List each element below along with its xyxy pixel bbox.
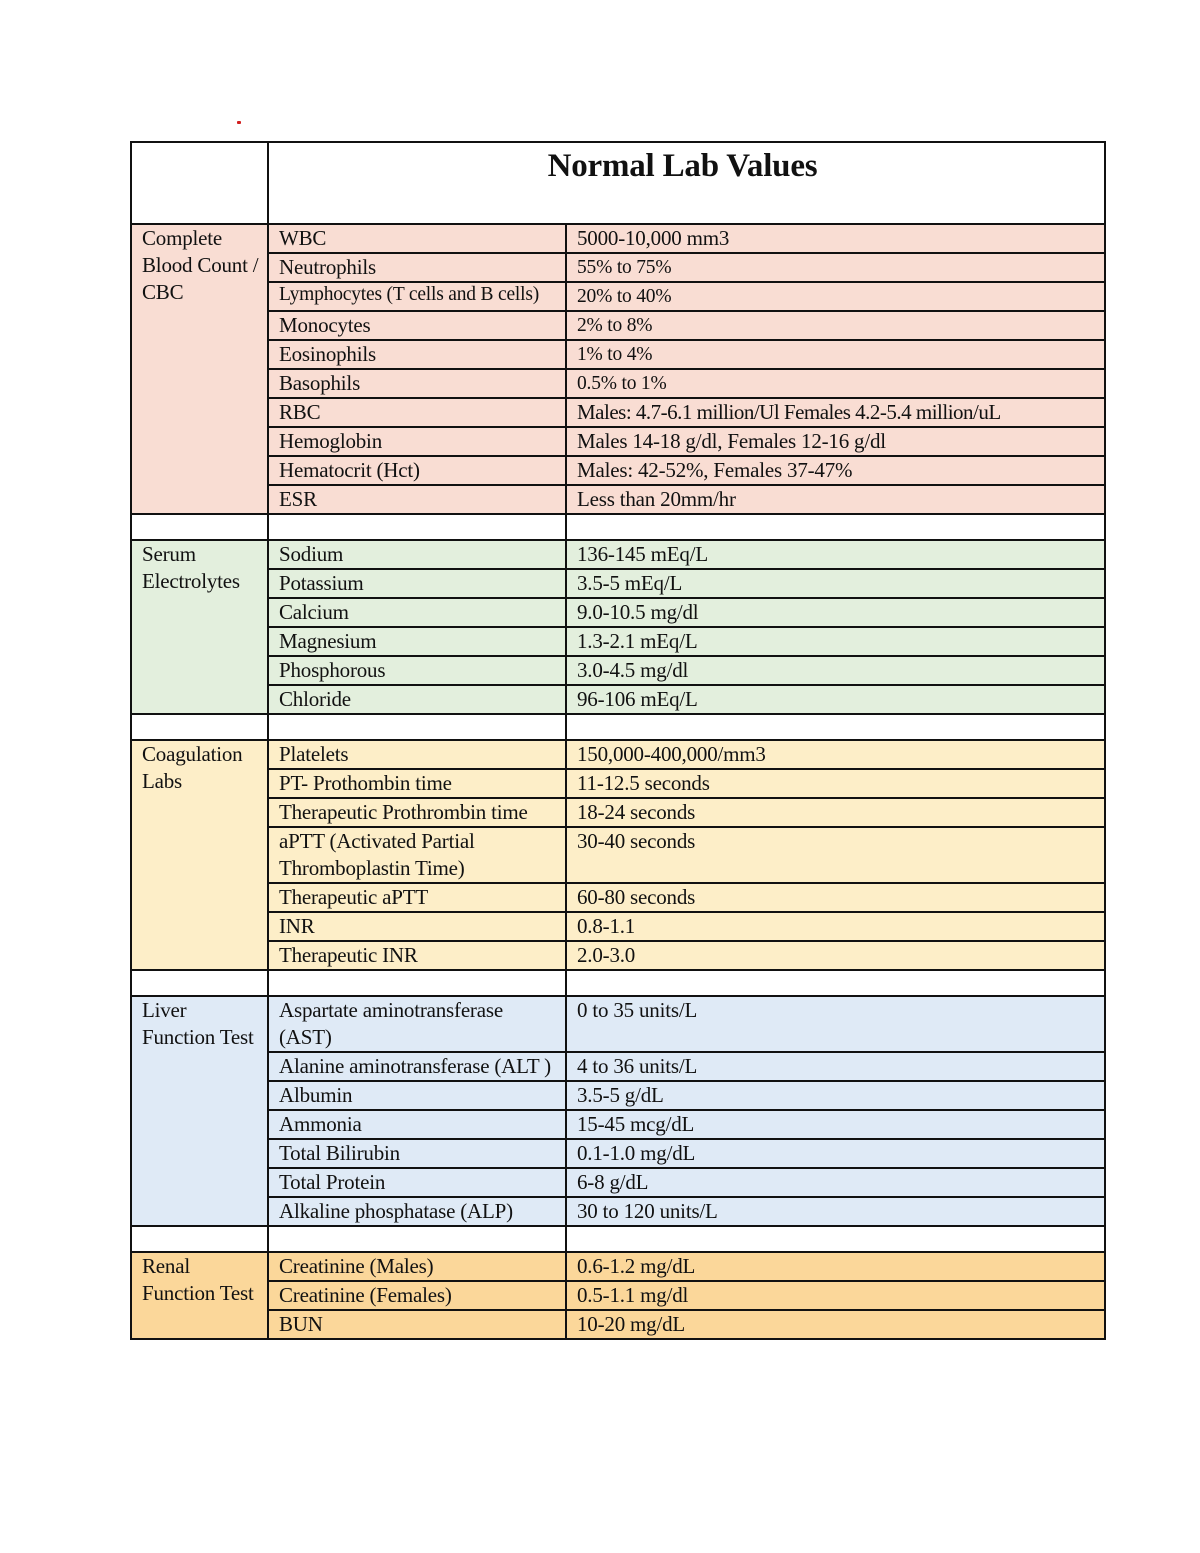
test-value: 18-24 seconds [566,798,1105,827]
table-row [131,1281,1105,1310]
test-value: Males: 42-52%, Females 37-47% [566,456,1105,485]
category-coagulation: Coagulation Labs [131,740,268,970]
test-value: 136-145 mEq/L [566,540,1105,569]
test-value: 55% to 75% [566,253,1105,282]
test-value: 9.0-10.5 mg/dl [566,598,1105,627]
table-row [131,912,1105,941]
test-name: Total Protein [268,1168,566,1197]
table-row [131,1310,1105,1339]
test-value: 0.6-1.2 mg/dL [566,1252,1105,1281]
test-name: PT- Prothombin time [268,769,566,798]
test-value: 30-40 seconds [566,827,1105,883]
title-row [131,142,1105,224]
table-row [131,1110,1105,1139]
category-liver: Liver Function Test [131,996,268,1226]
test-value: 1% to 4% [566,340,1105,369]
test-name: Therapeutic aPTT [268,883,566,912]
table-row [131,1197,1105,1226]
table-row [131,569,1105,598]
test-name: ESR [268,485,566,514]
table-row [131,1139,1105,1168]
test-value: 0.5-1.1 mg/dl [566,1281,1105,1310]
test-name: Creatinine (Females) [268,1281,566,1310]
table-row [131,1168,1105,1197]
test-value: 20% to 40% [566,282,1105,311]
test-name: Calcium [268,598,566,627]
test-name: Magnesium [268,627,566,656]
test-name: Monocytes [268,311,566,340]
table-row [131,398,1105,427]
test-value: 15-45 mcg/dL [566,1110,1105,1139]
lab-values-table [130,141,1106,1340]
spacer-row [131,970,1105,996]
test-name: Platelets [268,740,566,769]
test-name: Hemoglobin [268,427,566,456]
test-value: 3.5-5 mEq/L [566,569,1105,598]
test-value: 150,000-400,000/mm3 [566,740,1105,769]
table-row [131,340,1105,369]
test-name: INR [268,912,566,941]
test-name: Neutrophils [268,253,566,282]
test-value: 11-12.5 seconds [566,769,1105,798]
table-row [131,685,1105,714]
table-row [131,311,1105,340]
test-name: WBC [268,224,566,253]
table-row [131,1081,1105,1110]
spacer-row [131,714,1105,740]
table-row [131,456,1105,485]
category-electrolytes: Serum Electrolytes [131,540,268,714]
table-row [131,798,1105,827]
test-name: BUN [268,1310,566,1339]
test-value: Less than 20mm/hr [566,485,1105,514]
table-row [131,224,1105,253]
table-row [131,282,1105,311]
test-name: Phosphorous [268,656,566,685]
table-row [131,769,1105,798]
test-name: Total Bilirubin [268,1139,566,1168]
test-value: Males: 4.7-6.1 million/Ul Females 4.2-5.4 million/uL [566,398,1105,427]
page-title: Normal Lab Values [268,142,1105,224]
table-row [131,996,1105,1052]
test-name: Chloride [268,685,566,714]
table-row [131,1252,1105,1281]
table-row [131,883,1105,912]
table-row [131,827,1105,883]
table-row [131,740,1105,769]
table-row [131,656,1105,685]
test-name: Therapeutic Prothrombin time [268,798,566,827]
test-name: RBC [268,398,566,427]
table-row [131,369,1105,398]
table-row [131,941,1105,970]
test-name: Hematocrit (Hct) [268,456,566,485]
test-name: Creatinine (Males) [268,1252,566,1281]
test-name: Aspartate aminotransferase (AST) [268,996,566,1052]
test-name: Therapeutic INR [268,941,566,970]
category-cbc: Complete Blood Count / CBC [131,224,268,514]
table-row [131,1052,1105,1081]
test-name: Albumin [268,1081,566,1110]
spacer-row [131,1226,1105,1252]
table-row [131,485,1105,514]
test-value: 2% to 8% [566,311,1105,340]
test-name: Ammonia [268,1110,566,1139]
test-name: Sodium [268,540,566,569]
test-value: 0.1-1.0 mg/dL [566,1139,1105,1168]
test-name: Lymphocytes (T cells and B cells) [268,282,566,311]
test-value: 10-20 mg/dL [566,1310,1105,1339]
red-mark [237,121,241,124]
table-row [131,427,1105,456]
test-name: Alanine aminotransferase (ALT ) [268,1052,566,1081]
test-value: 0 to 35 units/L [566,996,1105,1052]
test-value: 2.0-3.0 [566,941,1105,970]
test-value: 3.5-5 g/dL [566,1081,1105,1110]
title-blank-cell [131,142,268,224]
test-value: 60-80 seconds [566,883,1105,912]
test-value: 96-106 mEq/L [566,685,1105,714]
test-value: 0.5% to 1% [566,369,1105,398]
table-row [131,598,1105,627]
category-renal: Renal Function Test [131,1252,268,1339]
test-value: 3.0-4.5 mg/dl [566,656,1105,685]
test-value: 5000-10,000 mm3 [566,224,1105,253]
test-value: 0.8-1.1 [566,912,1105,941]
test-name: aPTT (Activated Partial Thromboplastin Time) [268,827,566,883]
test-name: Eosinophils [268,340,566,369]
test-value: Males 14-18 g/dl, Females 12-16 g/dl [566,427,1105,456]
table-row [131,627,1105,656]
spacer-row [131,514,1105,540]
test-value: 4 to 36 units/L [566,1052,1105,1081]
test-name: Potassium [268,569,566,598]
test-name: Basophils [268,369,566,398]
test-name: Alkaline phosphatase (ALP) [268,1197,566,1226]
test-value: 1.3-2.1 mEq/L [566,627,1105,656]
test-value: 6-8 g/dL [566,1168,1105,1197]
test-value: 30 to 120 units/L [566,1197,1105,1226]
table-row [131,253,1105,282]
table-row [131,540,1105,569]
